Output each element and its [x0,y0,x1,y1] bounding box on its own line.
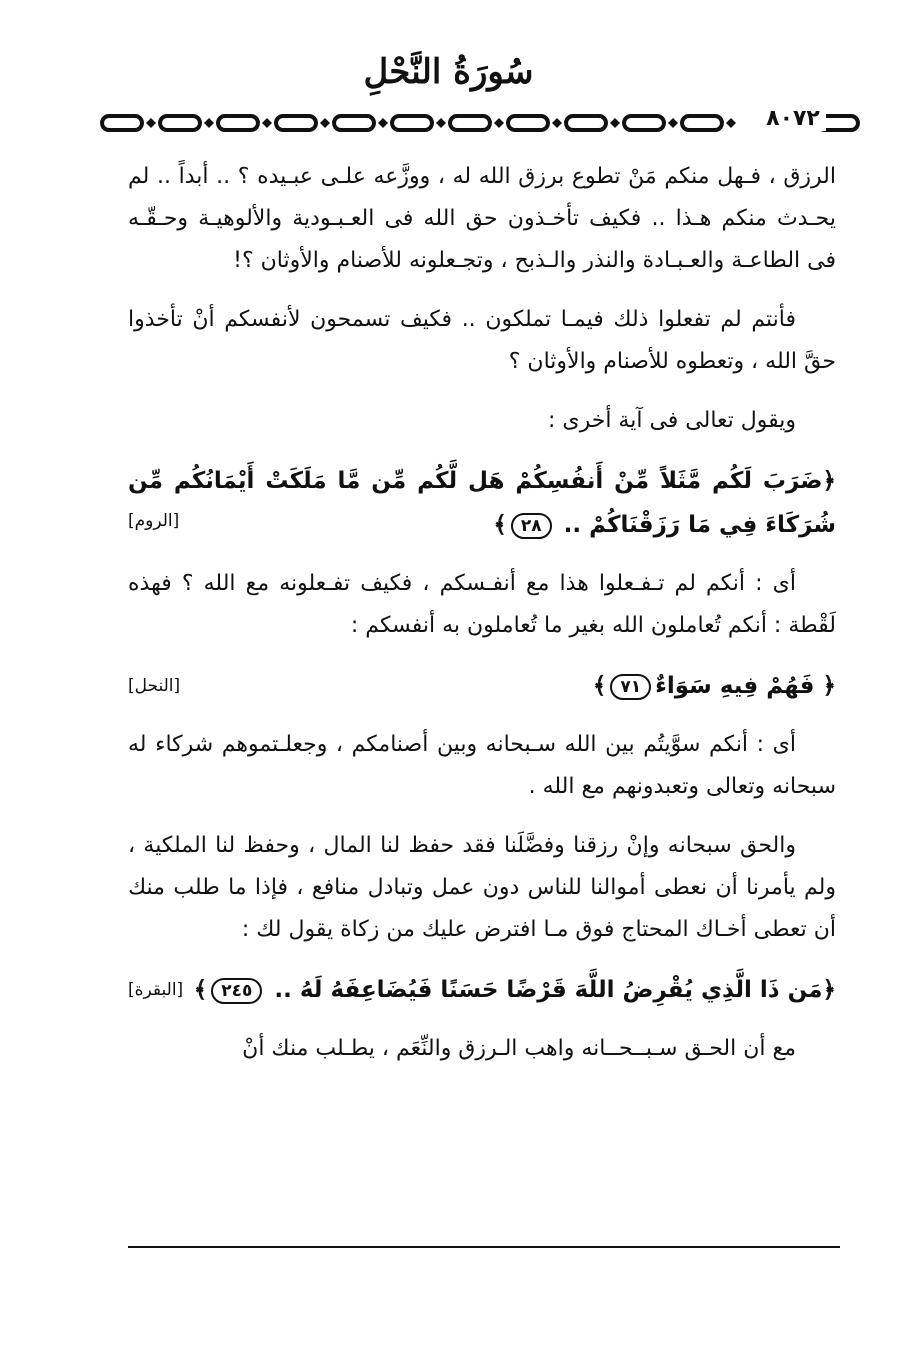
paragraph: مع أن الحـق سـبــحــانه واهب الـرزق والنِّعَم ، يطـلب منك أنْ [242,1036,796,1061]
verse-close-bracket: ﴾ [592,673,607,699]
paragraph: أى : أنكم لم تـفـعلوا هذا مع أنفـسكم ، فكيف تفـعلونه مع الله ؟ فهذه لَقْطة : أنكم تُعاملون الله بغير ما تُعاملون به أنفسكم : [128,571,836,638]
verse-close-bracket: ﴾ [193,977,208,1003]
verse-close-bracket: ﴾ [493,512,507,538]
surah-header-title: سُورَةُ النَّحْلِ [363,52,534,92]
quran-verse [128,664,836,708]
verse-open-bracket: ﴿ [822,977,836,1003]
surah-reference: [الروم] [128,511,180,531]
paragraph: ويقول تعالى فى آية أخرى : [547,408,796,433]
verse-body [593,664,836,708]
paragraph: الرزق ، فـهل منكم مَنْ تطوع برزق الله له ، ووزَّعه علـى عبـيده ؟ .. أبداً .. لم يحـدث منكم هـذا .. فكيف تأخـذون حق الله فى العـبـودية والألوهيـة وحـقّـه فى الطاعـة والعـبـادة والنذر والـذبح ، وتجـعلونه للأصنام والأوثان ؟! [128,164,836,273]
page-number: ٨٠٧٢ [760,106,826,131]
paragraph: والحق سبحانه وإنْ رزقنا وفضَّلَنا فقد حفظ لنا المال ، وحفظ لنا الملكية ، ولم يأمرنا أن نعطى أموالنا للناس دون عمل وتبادل منافع ، فإذا ما طلب منك أن تعطى أخـاك المحتاج فوق مـا افترض عليك من زكاة يقول لك : [128,833,836,942]
verse-text: مَن ذَا الَّذِي يُقْرِضُ اللَّهَ قَرْضًا حَسَنًا فَيُضَاعِفَهُ لَهُ .. [274,977,823,1003]
verse-open-bracket: ﴿ [822,673,836,699]
paragraph: أى : أنكم سوَّيتُم بين الله سـبحانه وبين أصنامكم ، وجعلـتموهم شركاء له سبحانه وتعالى وتعبدونهم مع الله . [128,732,836,799]
ayah-number-badge: ٧١ [610,674,651,700]
surah-reference: [البقرة] [128,980,184,1000]
verse-text: فَهُمْ فِيهِ سَوَاءٌ [655,673,815,699]
surah-reference: [النحل] [128,676,181,696]
verse-text: ضَرَبَ لَكُم مَّثَلاً مِّنْ أَنفُسِكُمْ هَل لَّكُم مِّن مَّا مَلَكَتْ أَيْمَانُكُم مِّن شُرَكَاءَ فِي مَا رَزَقْنَاكُمْ .. [128,468,836,538]
verse-open-bracket: ﴿ [822,468,836,494]
paragraph: فأنتم لم تفعلوا ذلك فيمـا تملكون .. فكيف تسمحون لأنفسكم أنْ تأخذوا حقَّ الله ، وتعطوه للأصنام والأوثان ؟ [128,307,836,374]
verse-body [194,968,836,1012]
ornamental-header-rule [100,110,860,136]
main-text [128,156,836,1087]
ayah-number-badge: ٢٤٥ [211,978,262,1004]
quran-verse [128,459,836,547]
ayah-number-badge: ٢٨ [511,513,552,539]
quran-verse [128,968,836,1012]
footer-rule [128,1246,840,1248]
